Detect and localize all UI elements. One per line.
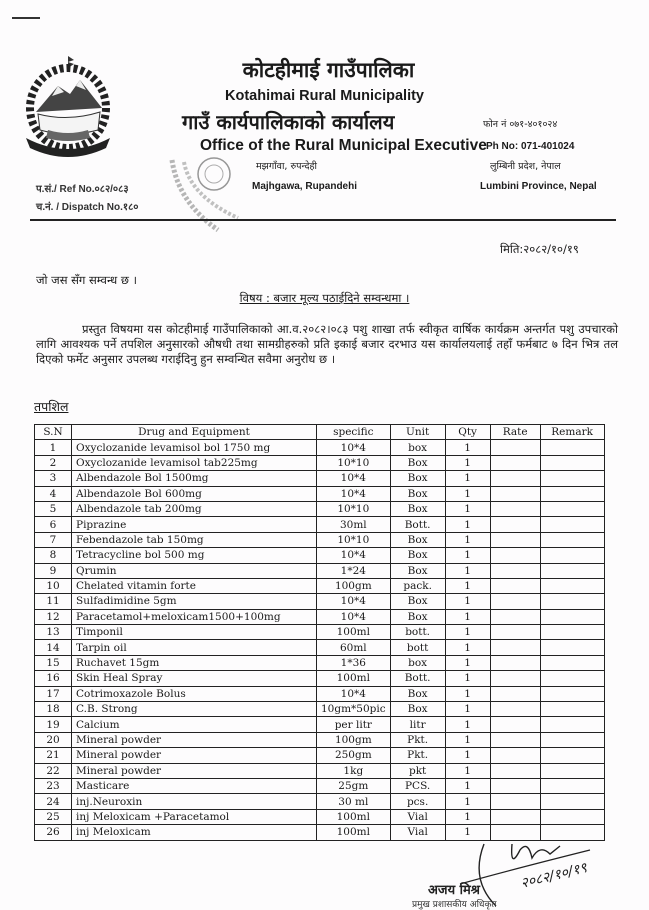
cell-qty: 1 — [445, 640, 490, 655]
municipality-name-en: Kotahimai Rural Municipality — [225, 88, 424, 104]
office-name-np: गाउँ कार्यपालिकाको कार्यालय — [182, 110, 395, 134]
cell-qty: 1 — [445, 825, 490, 840]
table-row — [35, 640, 605, 655]
cell-drug: Timponil — [72, 625, 317, 640]
cell-qty: 1 — [445, 455, 490, 470]
cell-qty: 1 — [445, 548, 490, 563]
cell-sn: 24 — [35, 794, 72, 809]
cell-specific: 1*24 — [317, 563, 391, 578]
table-row — [35, 471, 605, 486]
cell-unit: Vial — [390, 825, 445, 840]
cell-qty: 1 — [445, 578, 490, 593]
cell-sn: 4 — [35, 486, 72, 501]
cell-qty: 1 — [445, 717, 490, 732]
cell-drug: Calcium — [72, 717, 317, 732]
cell-qty: 1 — [445, 655, 490, 670]
cell-specific: 100gm — [317, 578, 391, 593]
cell-rate — [490, 825, 540, 840]
cell-unit: litr — [390, 717, 445, 732]
cell-remark — [540, 594, 604, 609]
cell-unit: bott. — [390, 625, 445, 640]
table-row — [35, 578, 605, 593]
cell-drug: Albendazole Bol 1500mg — [72, 471, 317, 486]
cell-remark — [540, 455, 604, 470]
cell-qty: 1 — [445, 778, 490, 793]
table-row — [35, 625, 605, 640]
table-row — [35, 763, 605, 778]
header-qty: Qty — [445, 425, 490, 440]
cell-specific: 30 ml — [317, 794, 391, 809]
municipality-name-np: कोटहीमाई गाउँपालिका — [242, 58, 415, 82]
cell-rate — [490, 609, 540, 624]
cell-sn: 2 — [35, 455, 72, 470]
cell-drug: Albendazole Bol 600mg — [72, 486, 317, 501]
cell-qty: 1 — [445, 501, 490, 516]
cell-drug: Paracetamol+meloxicam1500+100mg — [72, 609, 317, 624]
cell-rate — [490, 640, 540, 655]
cell-rate — [490, 717, 540, 732]
cell-drug: inj Meloxicam +Paracetamol — [72, 809, 317, 824]
cell-sn: 9 — [35, 563, 72, 578]
cell-specific: 10*10 — [317, 501, 391, 516]
cell-specific: 10*10 — [317, 455, 391, 470]
header-unit: Unit — [390, 425, 445, 440]
header-specific: specific — [317, 425, 391, 440]
cell-remark — [540, 794, 604, 809]
cell-specific: 100ml — [317, 671, 391, 686]
table-row — [35, 532, 605, 547]
cell-unit: Box — [390, 548, 445, 563]
table-row — [35, 517, 605, 532]
cell-sn: 21 — [35, 748, 72, 763]
cell-unit: Box — [390, 702, 445, 717]
cell-remark — [540, 809, 604, 824]
cell-unit: Box — [390, 594, 445, 609]
cell-rate — [490, 455, 540, 470]
table-row — [35, 501, 605, 516]
cell-sn: 26 — [35, 825, 72, 840]
subject-line — [0, 291, 649, 306]
cell-unit: pcs. — [390, 794, 445, 809]
cell-drug: inj.Neuroxin — [72, 794, 317, 809]
cell-remark — [540, 578, 604, 593]
cell-sn: 16 — [35, 671, 72, 686]
cell-specific: 10*4 — [317, 594, 391, 609]
cell-drug: Ruchavet 15gm — [72, 655, 317, 670]
cell-specific: 100gm — [317, 732, 391, 747]
cell-unit: Bott. — [390, 671, 445, 686]
cell-specific: 10*4 — [317, 548, 391, 563]
cell-qty: 1 — [445, 794, 490, 809]
cell-sn: 8 — [35, 548, 72, 563]
cell-unit: Box — [390, 455, 445, 470]
cell-qty: 1 — [445, 763, 490, 778]
cell-remark — [540, 563, 604, 578]
cell-sn: 7 — [35, 532, 72, 547]
cell-qty: 1 — [445, 625, 490, 640]
cell-qty: 1 — [445, 809, 490, 824]
cell-unit: box — [390, 655, 445, 670]
cell-drug: Mineral powder — [72, 748, 317, 763]
address-np: मझगाँवा, रुपन्देही — [256, 161, 318, 172]
header-remark: Remark — [540, 425, 604, 440]
cell-remark — [540, 686, 604, 701]
cell-specific: 10gm*50pic — [317, 702, 391, 717]
salutation: जो जस सँग सम्वन्ध छ । — [36, 273, 137, 287]
cell-unit: Box — [390, 501, 445, 516]
cell-rate — [490, 594, 540, 609]
dispatch-number: च.नं. / Dispatch No.१८० — [36, 202, 139, 213]
cell-rate — [490, 563, 540, 578]
cell-rate — [490, 501, 540, 516]
cell-rate — [490, 702, 540, 717]
cell-drug: Skin Heal Spray — [72, 671, 317, 686]
subject-text: विषय : बजार मूल्य पठाईदिने सम्वन्धमा । — [239, 291, 410, 305]
cell-remark — [540, 548, 604, 563]
cell-sn: 15 — [35, 655, 72, 670]
table-row — [35, 686, 605, 701]
table-row — [35, 486, 605, 501]
cell-remark — [540, 440, 604, 455]
header-drug: Drug and Equipment — [72, 425, 317, 440]
table-row — [35, 778, 605, 793]
table-header-row — [35, 425, 605, 440]
cell-rate — [490, 486, 540, 501]
cell-sn: 6 — [35, 517, 72, 532]
table-row — [35, 702, 605, 717]
cell-sn: 11 — [35, 594, 72, 609]
cell-qty: 1 — [445, 594, 490, 609]
table-row — [35, 717, 605, 732]
cell-rate — [490, 578, 540, 593]
cell-remark — [540, 501, 604, 516]
items-table — [34, 424, 605, 841]
cell-remark — [540, 825, 604, 840]
cell-drug: Cotrimoxazole Bolus — [72, 686, 317, 701]
cell-specific: 10*4 — [317, 486, 391, 501]
table-row — [35, 732, 605, 747]
office-name-en: Office of the Rural Municipal Executive — [200, 137, 487, 154]
letter-date: मिति:२०८२/१०/१९ — [500, 242, 579, 256]
header-divider — [30, 219, 616, 221]
cell-sn: 5 — [35, 501, 72, 516]
table-row — [35, 455, 605, 470]
cell-sn: 10 — [35, 578, 72, 593]
address-en: Majhgawa, Rupandehi — [252, 181, 358, 192]
cell-sn: 18 — [35, 702, 72, 717]
cell-sn: 19 — [35, 717, 72, 732]
cell-specific: 10*4 — [317, 609, 391, 624]
cell-qty: 1 — [445, 517, 490, 532]
cell-sn: 14 — [35, 640, 72, 655]
cell-sn: 20 — [35, 732, 72, 747]
cell-rate — [490, 471, 540, 486]
cell-rate — [490, 548, 540, 563]
cell-remark — [540, 655, 604, 670]
table-row — [35, 609, 605, 624]
cell-specific: 60ml — [317, 640, 391, 655]
cell-qty: 1 — [445, 702, 490, 717]
cell-sn: 22 — [35, 763, 72, 778]
cell-rate — [490, 748, 540, 763]
page-mark — [12, 17, 40, 19]
table-row — [35, 548, 605, 563]
cell-drug: Chelated vitamin forte — [72, 578, 317, 593]
cell-drug: Febendazole tab 150mg — [72, 532, 317, 547]
cell-unit: Pkt. — [390, 748, 445, 763]
cell-qty: 1 — [445, 486, 490, 501]
cell-specific: 100ml — [317, 825, 391, 840]
cell-unit: Box — [390, 563, 445, 578]
cell-qty: 1 — [445, 471, 490, 486]
cell-drug: Mineral powder — [72, 732, 317, 747]
header-sn: S.N — [35, 425, 72, 440]
cell-sn: 3 — [35, 471, 72, 486]
cell-remark — [540, 625, 604, 640]
schedule-heading: तपशिल — [34, 399, 69, 414]
cell-remark — [540, 671, 604, 686]
signatory-name: अजय मिश्र — [428, 883, 480, 898]
cell-rate — [490, 686, 540, 701]
letter-body: प्रस्तुत विषयमा यस कोटहीमाई गाउँपालिकाको आ.व.२०८२।०८३ पशु शाखा तर्फ स्वीकृत वार्षिक कार्यक्रम अन्तर्गत पशु उपचारको लागि आवश्यक पर्ने तपशिल अनुसारको औषधी तथा सामग्रीहरुको प्रति इकाई बजार दरभाउ यस कार्यालयलाई तहाँ फर्मबाट ७ दिन भित्र तल दिएको फर्मेट अनुसार उपलब्ध गराईदिनु हुन सम्वन्धित सवैमा अनुरोध छ । — [36, 322, 618, 366]
cell-sn: 1 — [35, 440, 72, 455]
cell-unit: pkt — [390, 763, 445, 778]
cell-remark — [540, 486, 604, 501]
cell-remark — [540, 748, 604, 763]
cell-drug: Oxyclozanide levamisol tab225mg — [72, 455, 317, 470]
cell-specific: 10*4 — [317, 440, 391, 455]
table-row — [35, 794, 605, 809]
cell-specific: 1*36 — [317, 655, 391, 670]
cell-specific: 250gm — [317, 748, 391, 763]
cell-remark — [540, 763, 604, 778]
cell-drug: Mineral powder — [72, 763, 317, 778]
cell-drug: Qrumin — [72, 563, 317, 578]
svg-text:२०८२/१०/१९: २०८२/१०/१९ — [519, 859, 589, 892]
cell-drug: Tetracycline bol 500 mg — [72, 548, 317, 563]
cell-remark — [540, 471, 604, 486]
cell-rate — [490, 809, 540, 824]
cell-remark — [540, 609, 604, 624]
cell-drug: Albendazole tab 200mg — [72, 501, 317, 516]
table-row — [35, 671, 605, 686]
cell-unit: Bott. — [390, 517, 445, 532]
cell-rate — [490, 671, 540, 686]
cell-rate — [490, 440, 540, 455]
province-en: Lumbini Province, Nepal — [480, 181, 597, 192]
cell-rate — [490, 532, 540, 547]
cell-specific: 25gm — [317, 778, 391, 793]
cell-sn: 25 — [35, 809, 72, 824]
cell-rate — [490, 763, 540, 778]
cell-specific: 30ml — [317, 517, 391, 532]
table-row — [35, 440, 605, 455]
cell-remark — [540, 778, 604, 793]
cell-qty: 1 — [445, 563, 490, 578]
table-row — [35, 594, 605, 609]
cell-sn: 23 — [35, 778, 72, 793]
cell-qty: 1 — [445, 440, 490, 455]
cell-drug: Tarpin oil — [72, 640, 317, 655]
cell-remark — [540, 732, 604, 747]
cell-remark — [540, 640, 604, 655]
cell-specific: per litr — [317, 717, 391, 732]
cell-sn: 17 — [35, 686, 72, 701]
cell-qty: 1 — [445, 609, 490, 624]
table-row — [35, 655, 605, 670]
cell-qty: 1 — [445, 732, 490, 747]
cell-drug: inj Meloxicam — [72, 825, 317, 840]
cell-rate — [490, 655, 540, 670]
cell-remark — [540, 702, 604, 717]
cell-specific: 10*4 — [317, 686, 391, 701]
cell-unit: Box — [390, 486, 445, 501]
cell-qty: 1 — [445, 748, 490, 763]
cell-unit: Box — [390, 609, 445, 624]
cell-drug: C.B. Strong — [72, 702, 317, 717]
cell-qty: 1 — [445, 671, 490, 686]
cell-unit: Box — [390, 686, 445, 701]
table-row — [35, 563, 605, 578]
office-stamp-icon — [168, 152, 254, 234]
cell-specific: 1kg — [317, 763, 391, 778]
cell-specific: 100ml — [317, 809, 391, 824]
cell-rate — [490, 778, 540, 793]
cell-rate — [490, 794, 540, 809]
cell-drug: Piprazine — [72, 517, 317, 532]
cell-unit: Box — [390, 532, 445, 547]
cell-drug: Oxyclozanide levamisol bol 1750 mg — [72, 440, 317, 455]
header-rate: Rate — [490, 425, 540, 440]
table-row — [35, 825, 605, 840]
cell-unit: box — [390, 440, 445, 455]
cell-unit: bott — [390, 640, 445, 655]
cell-unit: PCS. — [390, 778, 445, 793]
cell-qty: 1 — [445, 532, 490, 547]
cell-rate — [490, 625, 540, 640]
cell-specific: 10*10 — [317, 532, 391, 547]
cell-specific: 100ml — [317, 625, 391, 640]
table-row — [35, 809, 605, 824]
cell-unit: Vial — [390, 809, 445, 824]
signatory-title: प्रमुख प्रशासकीय अधिकृत — [412, 900, 497, 910]
cell-remark — [540, 532, 604, 547]
cell-unit: Box — [390, 471, 445, 486]
cell-specific: 10*4 — [317, 471, 391, 486]
cell-unit: pack. — [390, 578, 445, 593]
ref-number: प.सं./ Ref No.०८२/०८३ — [36, 184, 129, 195]
cell-sn: 13 — [35, 625, 72, 640]
cell-remark — [540, 717, 604, 732]
province-np: लुम्बिनी प्रदेश, नेपाल — [490, 161, 561, 172]
cell-drug: Masticare — [72, 778, 317, 793]
cell-remark — [540, 517, 604, 532]
cell-qty: 1 — [445, 686, 490, 701]
phone-en: Ph No: 071-401024 — [486, 141, 575, 152]
cell-rate — [490, 517, 540, 532]
phone-np: फोन नं ०७१-४०१०२४ — [483, 119, 558, 130]
cell-drug: Sulfadimidine 5gm — [72, 594, 317, 609]
cell-unit: Pkt. — [390, 732, 445, 747]
cell-rate — [490, 732, 540, 747]
cell-sn: 12 — [35, 609, 72, 624]
table-row — [35, 748, 605, 763]
